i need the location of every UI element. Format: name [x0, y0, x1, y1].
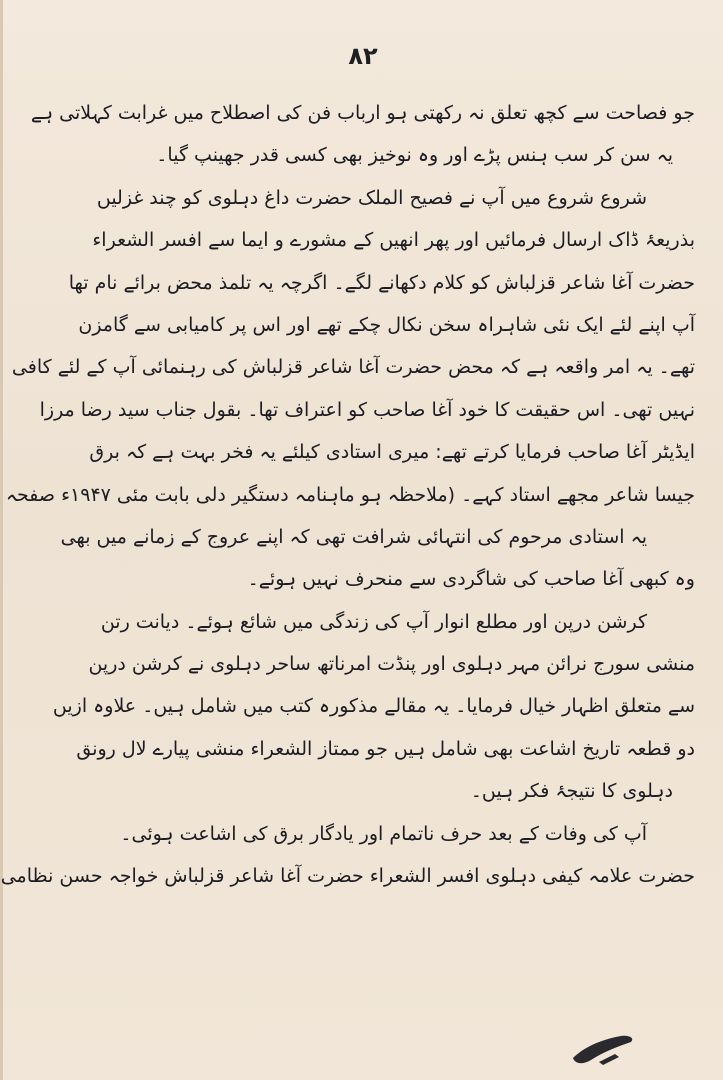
body-text	[0, 92, 695, 897]
text-line-11: یہ استادی مرحوم کی انتہائی شرافت تھی کہ اپنے عروج کے زمانے میں بھی	[60, 525, 647, 548]
text-line-3: شروع شروع میں آپ نے فصیح الملک حضرت داغ دہلوی کو چند غزلیں	[96, 186, 647, 209]
text-line-15: سے متعلق اظہار خیال فرمایا۔ یہ مقالے مذکورہ کتب میں شامل ہیں۔ علاوہ ازیں	[52, 695, 695, 718]
text-line-8: نہیں تھی۔ اس حقیقت کا خود آغا صاحب کو اعتراف تھا۔ بقول جناب سید رضا مرزا	[39, 398, 695, 421]
text-line-16: دو قطعہ تاریخ اشاعت بھی شامل ہیں جو ممتاز الشعراء منشی پیارے لال رونق	[76, 737, 695, 760]
text-line-10: جیسا شاعر مجھے استاد کہے۔ (ملاحظہ ہو ماہنامہ دستگیر دلی بابت مئی ۱۹۴۷ء صفحہ	[5, 483, 695, 506]
page-number: ۸۲	[348, 42, 378, 70]
text-line-7: تھے۔ یہ امر واقعہ ہے کہ محض حضرت آغا شاعر قزلباش کی رہنمائی آپ کے لئے کافی	[11, 356, 695, 379]
text-line-14: منشی سورج نرائن مہر دہلوی اور پنڈت امرناتھ ساحر دہلوی نے کرشن درپن	[88, 653, 695, 676]
text-line-5: حضرت آغا شاعر قزلباش کو کلام دکھانے لگے۔ اگرچہ یہ تلمذ محض برائے نام تھا	[68, 271, 695, 294]
text-line-12: وہ کبھی آغا صاحب کی شاگردی سے منحرف نہیں ہوئے۔	[247, 568, 695, 591]
text-line-13: کرشن درپن اور مطلع انوار آپ کی زندگی میں شائع ہوئے۔ دیانت رتن	[100, 610, 647, 633]
text-line-17: دہلوی کا نتیجۂ فکر ہیں۔	[470, 780, 673, 803]
text-line-4: بذریعۂ ڈاک ارسال فرمائیں اور پھر انھیں کے مشورے و ایما سے افسر الشعراء	[92, 229, 695, 252]
text-line-6: آپ اپنے لئے ایک نئی شاہراہ سخن نکال چکے تھے اور اس پر کامیابی سے گامزن	[78, 313, 695, 336]
text-line-2: یہ سن کر سب ہنس پڑے اور وہ نوخیز بھی کسی قدر جھینپ گیا۔	[156, 144, 673, 167]
text-line-1: جو فصاحت سے کچھ تعلق نہ رکھتی ہو ارباب فن کی اصطلاح میں غرابت کہلاتی ہے	[30, 102, 695, 124]
text-line-18: آپ کی وفات کے بعد حرف ناتمام اور یادگار برق کی اشاعت ہوئی۔	[120, 822, 647, 845]
ink-smudge	[569, 1032, 639, 1066]
text-line-9: ایڈیٹر آغا صاحب فرمایا کرتے تھے: میری استادی کیلئے یہ فخر بہت ہے کہ برق	[89, 441, 695, 464]
text-line-19: حضرت علامہ کیفی دہلوی افسر الشعراء حضرت آغا شاعر قزلباش خواجہ حسن نظامی	[0, 865, 695, 888]
